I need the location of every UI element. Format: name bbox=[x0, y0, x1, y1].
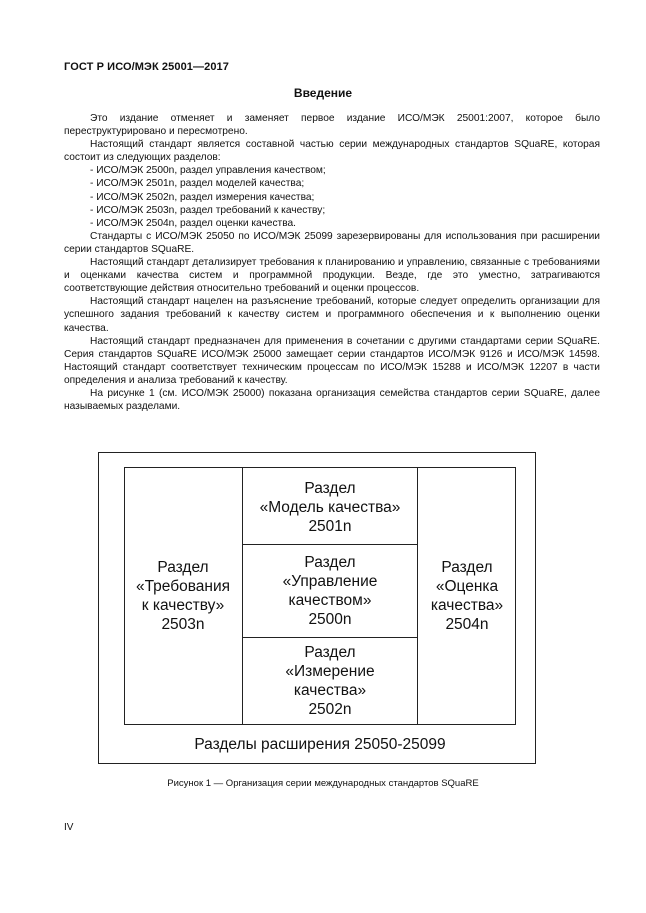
cell-requirements: Раздел «Требования к качеству» 2503n bbox=[135, 559, 231, 633]
paragraph: На рисунке 1 (см. ИСО/МЭК 25000) показана организация семейства стандартов серии SQuaRE, далее называемых разделами. bbox=[64, 387, 600, 413]
list-item: - ИСО/МЭК 2502n, раздел измерения качества; bbox=[90, 191, 315, 203]
page-number: IV bbox=[64, 822, 74, 833]
cell-quality-model: Раздел «Модель качества» 2501n bbox=[259, 479, 401, 535]
body-text bbox=[64, 112, 600, 413]
document-header: ГОСТ Р ИСО/МЭК 25001—2017 bbox=[64, 61, 229, 73]
paragraph: Это издание отменяет и заменяет первое издание ИСО/МЭК 25001:2007, которое было переструктурировано и пересмотрено. bbox=[64, 113, 600, 138]
cell-quality-management: Раздел «Управление качеством» 2500n bbox=[282, 553, 378, 628]
list-item: - ИСО/МЭК 2501n, раздел моделей качества; bbox=[90, 178, 305, 190]
figure-caption: Рисунок 1 — Организация серии международных стандартов SQuaRE bbox=[167, 778, 479, 789]
section-title: Введение bbox=[293, 86, 353, 100]
paragraph: Стандарты с ИСО/МЭК 25050 по ИСО/МЭК 25099 зарезервированы для использования при расширении серии стандартов SQuaRE. bbox=[64, 230, 600, 255]
paragraph: Настоящий стандарт предназначен для применения в сочетании с другими стандартами серии SQuaRE. Серия стандартов SQuaRE ИСО/МЭК 25000 замещает серии стандартов ИСО/МЭК 9126 и ИСО/МЭК 14598. Настоящий стандарт соответствует техническим процессам по ИСО/МЭК 15288 и ИСО/МЭК 12207 в части определения и анализа требований к качеству. bbox=[64, 335, 600, 386]
list-item: - ИСО/МЭК 2500n, раздел управления качеством; bbox=[90, 165, 326, 177]
cell-quality-evaluation: Раздел «Оценка качества» 2504n bbox=[430, 559, 504, 633]
paragraph: Настоящий стандарт является составной частью серии международных стандартов SQuaRE, которая состоит из следующих разделов: bbox=[64, 139, 600, 164]
list-item: - ИСО/МЭК 2503n, раздел требований к качеству; bbox=[90, 204, 326, 216]
paragraph: Настоящий стандарт детализирует требования к планированию и управлению, связанные с требованиями и оценками качества систем и программной продукции. Везде, где это уместно, затрагиваются соответствующие действия относительно требований и оценки процессов. bbox=[64, 257, 600, 295]
extension-label: Разделы расширения 25050-25099 bbox=[194, 736, 446, 753]
paragraph: Настоящий стандарт нацелен на разъяснение требований, которые следует определить организации для успешного задания требований к качеству систем и программного обеспечения и к выполнению оценки качества. bbox=[64, 296, 600, 334]
list-item: - ИСО/МЭК 2504n, раздел оценки качества. bbox=[90, 217, 297, 229]
cell-quality-measurement: Раздел «Измерение качества» 2502n bbox=[285, 644, 375, 718]
